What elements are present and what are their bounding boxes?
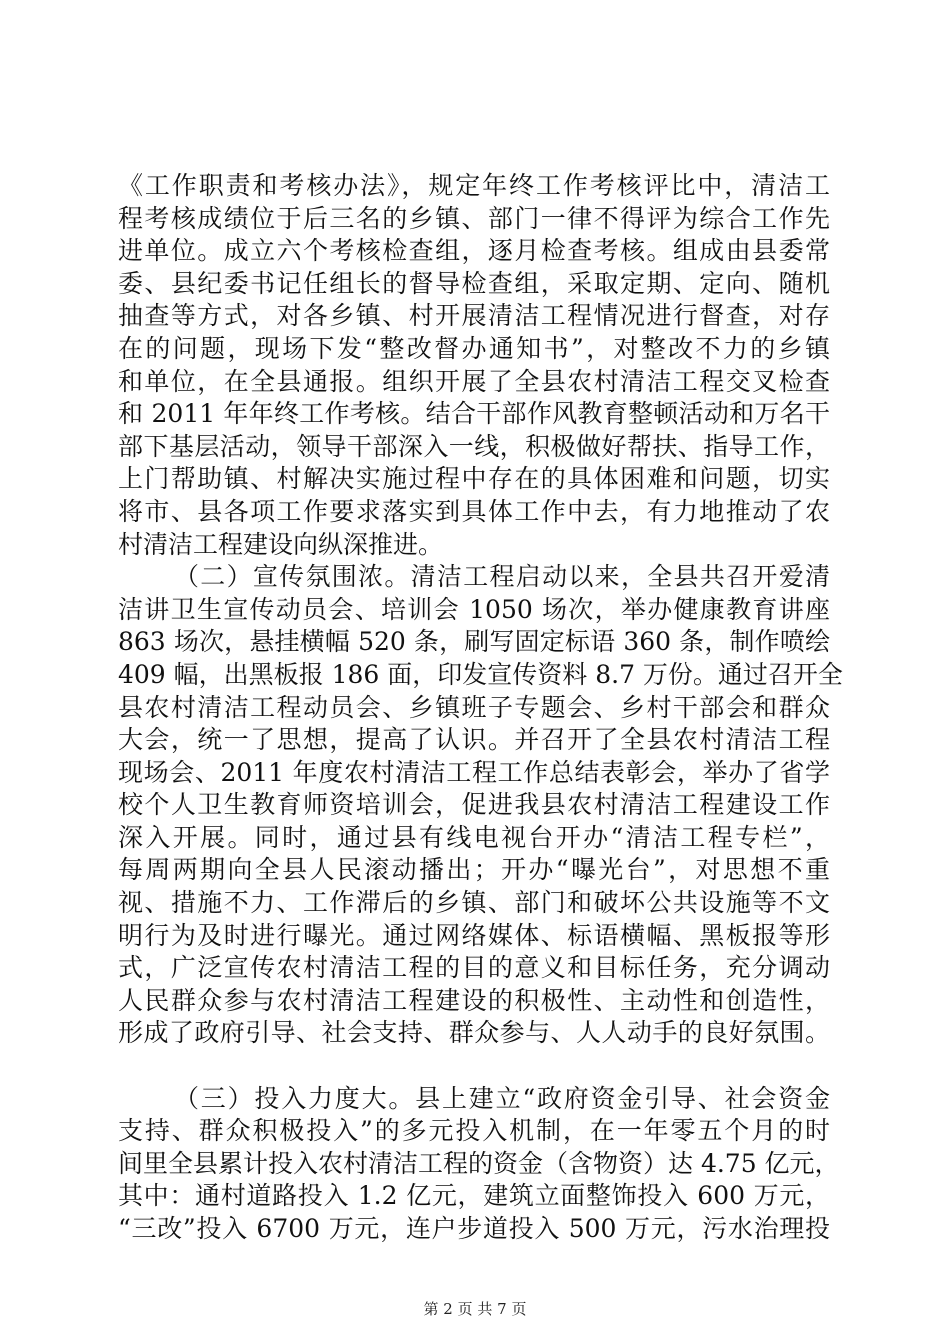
paragraph-spacer <box>118 1050 830 1083</box>
paragraph-1-line: 进单位。成立六个考核检查组，逐月检查考核。组成由县委常 <box>118 236 830 266</box>
paragraph-2-line: 形成了政府引导、社会支持、群众参与、人人动手的良好氛围。 <box>118 1018 830 1048</box>
paragraph-1-line: 和 2011 年年终工作考核。结合干部作风教育整顿活动和万名干 <box>118 399 830 429</box>
paragraph-2-line: 每周两期向全县人民滚动播出；开办“曝光台”，对思想不重 <box>118 855 830 885</box>
page-number-footer: 第 2 页 共 7 页 <box>423 1300 527 1318</box>
paragraph-2-line: 现场会、2011 年度农村清洁工程工作总结表彰会，举办了省学 <box>118 757 830 787</box>
paragraph-1-line: 委、县纪委书记任组长的督导检查组，采取定期、定向、随机 <box>118 268 830 298</box>
paragraph-3-line: 间里全县累计投入农村清洁工程的资金（含物资）达 4.75 亿元， <box>118 1148 840 1178</box>
paragraph-1-line: 抽查等方式，对各乡镇、村开展清洁工程情况进行督查，对存 <box>118 301 830 331</box>
paragraph-1-line: 部下基层活动，领导干部深入一线，积极做好帮扶、指导工作， <box>118 431 830 461</box>
document-body <box>118 170 843 1246</box>
paragraph-3-line: 其中：通村道路投入 1.2 亿元，建筑立面整饰投入 600 万元， <box>118 1181 830 1211</box>
paragraph-2-line: 校个人卫生教育师资培训会，促进我县农村清洁工程建设工作 <box>118 790 830 820</box>
paragraph-2-line: 式，广泛宣传农村清洁工程的目的意义和目标任务，充分调动 <box>118 953 830 983</box>
paragraph-1-line: 程考核成绩位于后三名的乡镇、部门一律不得评为综合工作先 <box>118 203 830 233</box>
paragraph-1-line: 和单位，在全县通报。组织开展了全县农村清洁工程交叉检查 <box>118 366 830 396</box>
paragraph-1-line: 《工作职责和考核办法》，规定年终工作考核评比中，清洁工 <box>118 171 830 200</box>
paragraph-2-line: 视、措施不力、工作滞后的乡镇、部门和破坏公共设施等不文 <box>118 888 830 918</box>
paragraph-1-line: 上门帮助镇、村解决实施过程中存在的具体困难和问题，切实 <box>118 464 830 494</box>
paragraph-2-line: 863 场次，悬挂横幅 520 条，刷写固定标语 360 条，制作喷绘 <box>118 627 830 657</box>
paragraph-2-line: 洁讲卫生宣传动员会、培训会 1050 场次，举办健康教育讲座 <box>118 594 830 624</box>
paragraph-3-line: “三改”投入 6700 万元，连户步道投入 500 万元，污水治理投 <box>118 1214 830 1243</box>
paragraph-1-line: 将市、县各项工作要求落实到具体工作中去，有力地推动了农 <box>118 496 830 526</box>
paragraph-2-line: 人民群众参与农村清洁工程建设的积极性、主动性和创造性， <box>118 985 830 1015</box>
paragraph-3-line: （三）投入力度大。县上建立“政府资金引导、社会资金 <box>174 1083 830 1113</box>
paragraph-2-line: 409 幅，出黑板报 186 面，印发宣传资料 8.7 万份。通过召开全 <box>118 659 843 689</box>
paragraph-2-line: 县农村清洁工程动员会、乡镇班子专题会、乡村干部会和群众 <box>118 692 830 722</box>
paragraph-2-line: 明行为及时进行曝光。通过网络媒体、标语横幅、黑板报等形 <box>118 920 830 950</box>
paragraph-2-line: 深入开展。同时，通过县有线电视台开办“清洁工程专栏”， <box>118 822 830 852</box>
paragraph-2-line: （二）宣传氛围浓。清洁工程启动以来，全县共召开爱清 <box>174 562 830 592</box>
paragraph-3-line: 支持、群众积极投入”的多元投入机制，在一年零五个月的时 <box>118 1116 830 1146</box>
paragraph-2-line: 大会，统一了思想，提高了认识。并召开了全县农村清洁工程 <box>118 725 830 755</box>
paragraph-1-line: 村清洁工程建设向纵深推进。 <box>118 529 444 559</box>
paragraph-1-line: 在的问题，现场下发“整改督办通知书”，对整改不力的乡镇 <box>118 333 830 363</box>
